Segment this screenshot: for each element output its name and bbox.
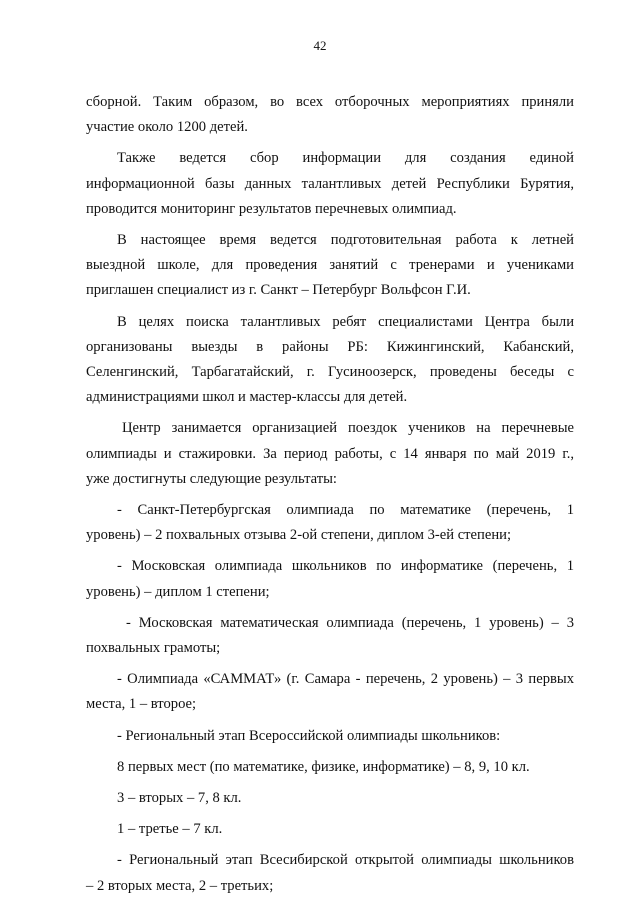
paragraph-line: сборной. Таким образом, во всех отборочных мероприятиях приняли	[86, 94, 574, 110]
document-body	[86, 90, 574, 899]
list-item-first-places	[86, 755, 574, 780]
paragraph-line: Центр занимается организацией поездок учеников на перечневые	[122, 420, 574, 437]
paragraph-line: 3 – вторых – 7, 8 кл.	[117, 790, 242, 807]
list-item-second-places	[86, 786, 574, 811]
paragraph-line: Селенгинский, Тарбагатайский, г. Гусиноозерск, проведены беседы с	[86, 364, 574, 381]
paragraph-line: - Московская олимпиада школьников по информатике (перечень, 1	[117, 558, 574, 575]
list-item-third-places	[86, 817, 574, 842]
paragraph-line: уже достигнуты следующие результаты:	[86, 470, 337, 487]
paragraph-2	[86, 146, 574, 222]
paragraph-line: приглашен специалист из г. Санкт – Петербург Вольфсон Г.И.	[86, 282, 471, 299]
paragraph-line: В настоящее время ведется подготовительная работа к летней	[117, 232, 574, 249]
list-item-sammat	[86, 667, 574, 717]
list-item-regional-siberian	[86, 848, 574, 898]
paragraph-line: похвальных грамоты;	[86, 640, 221, 657]
paragraph-3	[86, 228, 574, 304]
paragraph-line: - Санкт-Петербургская олимпиада по математике (перечень, 1	[117, 502, 574, 519]
paragraph-line: - Региональный этап Всероссийской олимпиады школьников:	[117, 727, 501, 744]
paragraph-line: выездной школе, для проведения занятий с тренерами и учениками	[86, 257, 574, 274]
paragraph-4	[86, 310, 574, 411]
paragraph-line: администрациями школ и мастер-классы для детей.	[86, 389, 408, 406]
paragraph-line: проводится мониторинг результатов перечневых олимпиад.	[86, 200, 457, 217]
paragraph-line: уровень) – диплом 1 степени;	[86, 583, 270, 600]
paragraph-1	[86, 90, 574, 140]
page-number: 42	[313, 38, 327, 53]
paragraph-line: 1 – третье – 7 кл.	[117, 821, 223, 838]
paragraph-line: места, 1 – второе;	[86, 696, 197, 713]
paragraph-line: информационной базы данных талантливых детей Республики Бурятия,	[86, 175, 574, 192]
paragraph-line: уровень) – 2 похвальных отзыва 2-ой степени, диплом 3-ей степени;	[86, 527, 511, 544]
list-item-spb-olympiad	[86, 498, 574, 548]
paragraph-line: 8 первых мест (по математике, физике, информатике) – 8, 9, 10 кл.	[117, 758, 530, 775]
paragraph-line: - Региональный этап Всесибирской открытой олимпиады школьников	[117, 852, 574, 869]
paragraph-line: - Олимпиада «САММАТ» (г. Самара - перечень, 2 уровень) – 3 первых	[117, 671, 574, 688]
paragraph-line: олимпиады и стажировки. За период работы, с 14 января по май 2019 г.,	[86, 445, 574, 462]
paragraph-line: организованы выезды в районы РБ: Кижингинский, Кабанский,	[86, 338, 574, 355]
paragraph-line: - Московская математическая олимпиада (перечень, 1 уровень) – 3	[126, 614, 574, 631]
paragraph-5	[86, 416, 574, 492]
paragraph-line: Также ведется сбор информации для создания единой	[117, 150, 574, 167]
list-item-regional-allrussian	[86, 724, 574, 749]
paragraph-line: участие около 1200 детей.	[86, 119, 248, 136]
list-item-moscow-informatics	[86, 554, 574, 604]
list-item-moscow-math	[86, 611, 574, 661]
paragraph-line: В целях поиска талантливых ребят специалистами Центра были	[117, 313, 574, 330]
paragraph-line: – 2 вторых места, 2 – третьих;	[86, 877, 274, 894]
